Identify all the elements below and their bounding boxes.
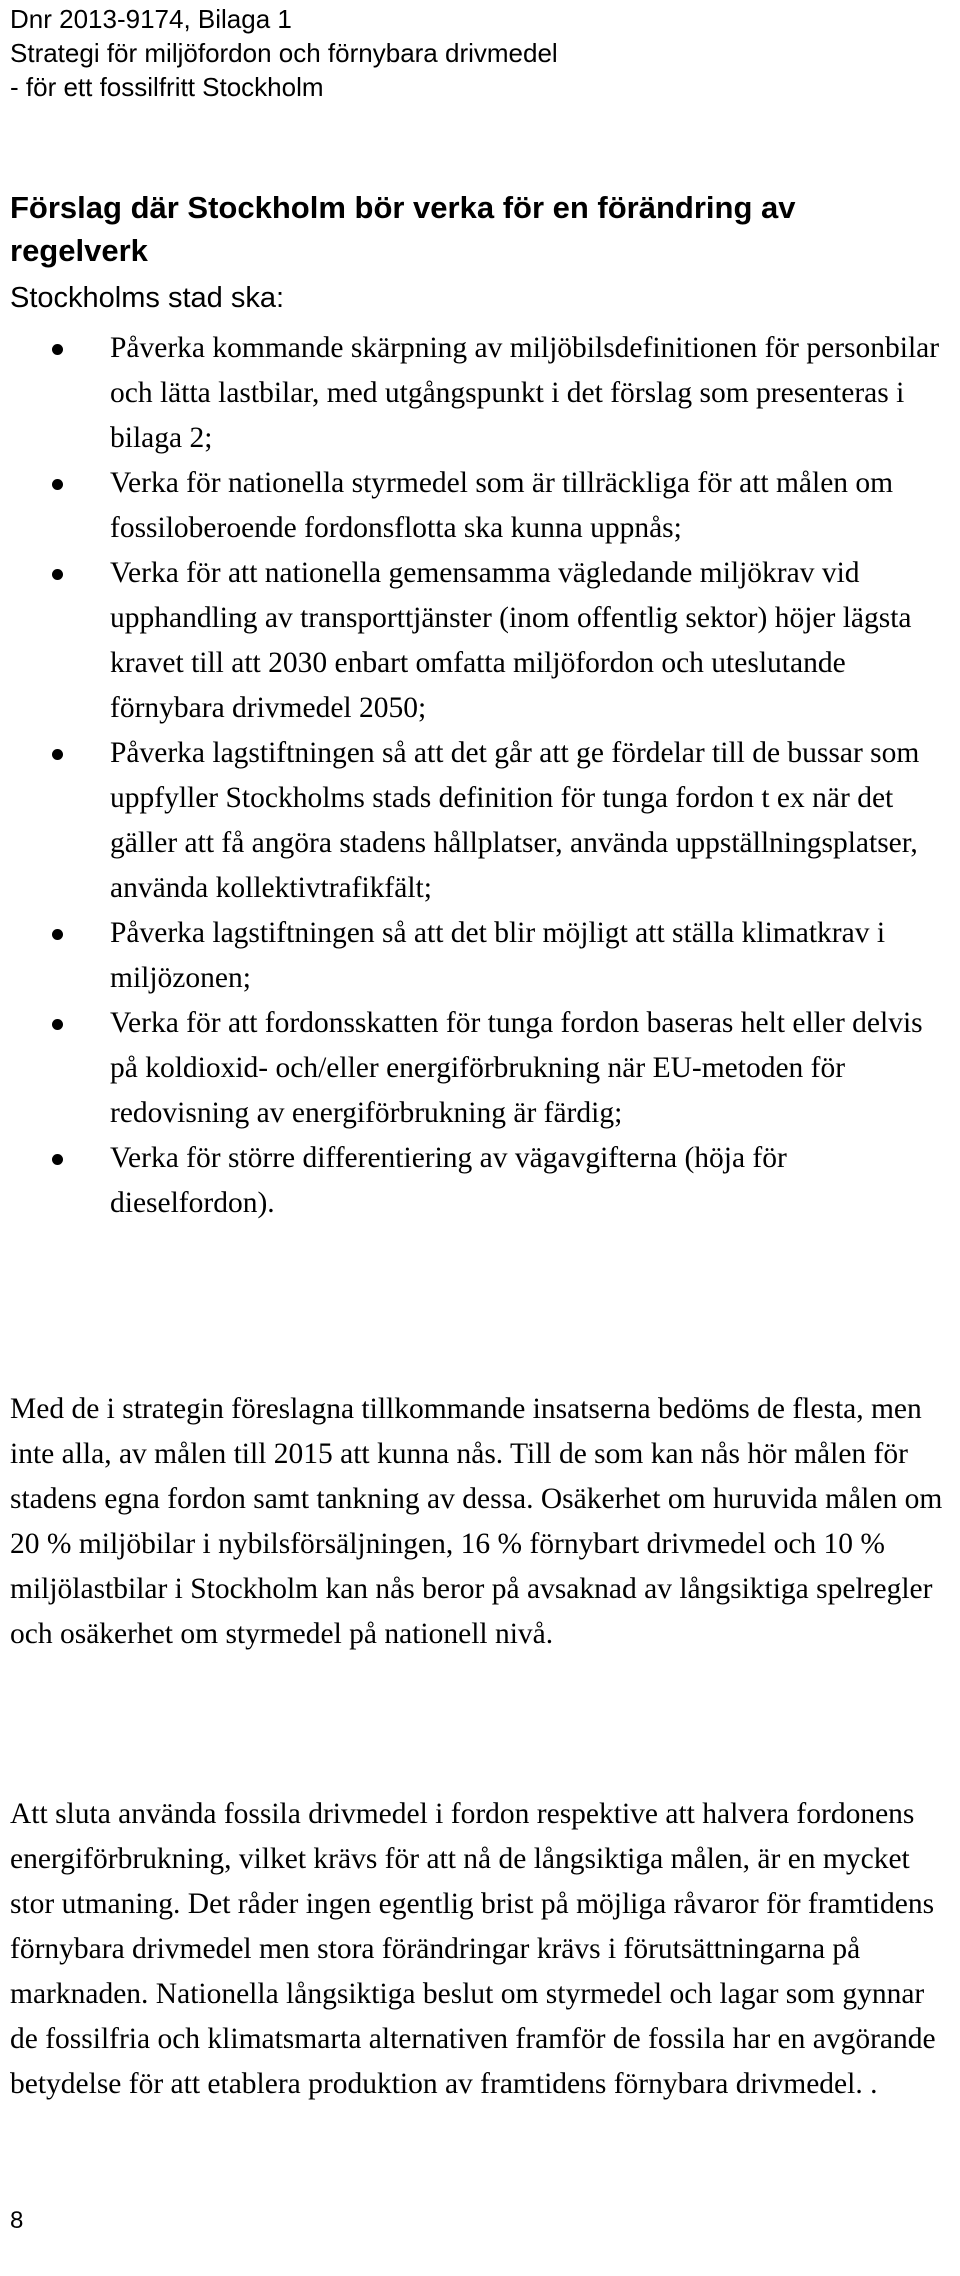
list-item — [0, 551, 950, 731]
bullet-icon — [52, 749, 63, 760]
list-item — [0, 911, 950, 1001]
page-number: 8 — [10, 2207, 24, 2234]
section-intro: Stockholms stad ska: — [10, 282, 284, 314]
section-heading: Förslag där Stockholm bör verka för en förändring av regelverk — [10, 190, 796, 268]
list-item-text: Verka för nationella styrmedel som är tillräckliga för att målen om fossiloberoende fordonsflotta ska kunna uppnås; — [110, 467, 894, 544]
list-item — [0, 1136, 950, 1226]
list-item-text: Påverka kommande skärpning av miljöbilsdefinitionen för personbilar och lätta lastbilar, med utgångspunkt i det förslag som presenteras i bilaga 2; — [110, 332, 940, 454]
header-reference-number: Dnr 2013-9174, Bilaga 1 — [10, 4, 292, 34]
bullet-icon — [52, 569, 63, 580]
list-item-text: Verka för att fordonsskatten för tunga fordon baseras helt eller delvis på koldioxid- och/eller energiförbrukning när EU-metoden för redovisning av energiförbrukning är färdig; — [110, 1007, 923, 1129]
bullet-icon — [52, 1019, 63, 1030]
list-item-text: Verka för att nationella gemensamma vägledande miljökrav vid upphandling av transporttjänster (inom offentlig sektor) höjer lägsta kravet till att 2030 enbart omfatta miljöfordon och uteslutande förnybara drivmedel 2050; — [110, 557, 912, 724]
bullet-icon — [52, 479, 63, 490]
body-paragraph-goals-2015: Med de i strategin föreslagna tillkommande insatserna bedöms de flesta, men inte alla, av målen till 2015 att kunna nås. Till de som kan nås hör målen för stadens egna fordon samt tankning av dessa. Osäkerhet om huruvida målen om 20 % miljöbilar i nybilsförsäljningen, 16 % förnybart drivmedel och 10 % miljölastbilar i Stockholm kan nås beror på avsaknad av långsiktiga spelregler och osäkerhet om styrmedel på nationell nivå. — [10, 1393, 943, 1650]
list-item-text: Verka för större differentiering av vägavgifterna (höja för dieselfordon). — [110, 1142, 787, 1219]
list-item-text: Påverka lagstiftningen så att det blir möjligt att ställa klimatkrav i miljözonen; — [110, 917, 886, 994]
list-item — [0, 461, 950, 551]
body-paragraph-fossil-fuels: Att sluta använda fossila drivmedel i fordon respektive att halvera fordonens energiförbrukning, vilket krävs för att nå de långsiktiga målen, är en mycket stor utmaning. Det råder ingen egentlig brist på möjliga råvaror för framtidens förnybara drivmedel men stora förändringar krävs i förutsättningarna på marknaden. Nationella långsiktiga beslut om styrmedel och lagar som gynnar de fossilfria och klimatsmarta alternativen framför de fossila har en avgörande betydelse för att etablera produktion av framtidens förnybara drivmedel. . — [10, 1798, 936, 2100]
bullet-icon — [52, 929, 63, 940]
list-item — [0, 731, 950, 911]
list-item-text: Påverka lagstiftningen så att det går att ge fördelar till de bussar som uppfyller Stockholms stads definition för tunga fordon t ex när det gäller att få angöra stadens hållplatser, använda uppställningsplatser, använda kollektivtrafikfält; — [110, 737, 920, 904]
document-header — [10, 2, 558, 104]
bullet-icon — [52, 1154, 63, 1165]
header-subtitle: - för ett fossilfritt Stockholm — [10, 72, 324, 102]
header-title: Strategi för miljöfordon och förnybara drivmedel — [10, 38, 558, 68]
proposal-list — [0, 326, 950, 1226]
list-item — [0, 1001, 950, 1136]
list-item — [0, 326, 950, 461]
bullet-icon — [52, 344, 63, 355]
